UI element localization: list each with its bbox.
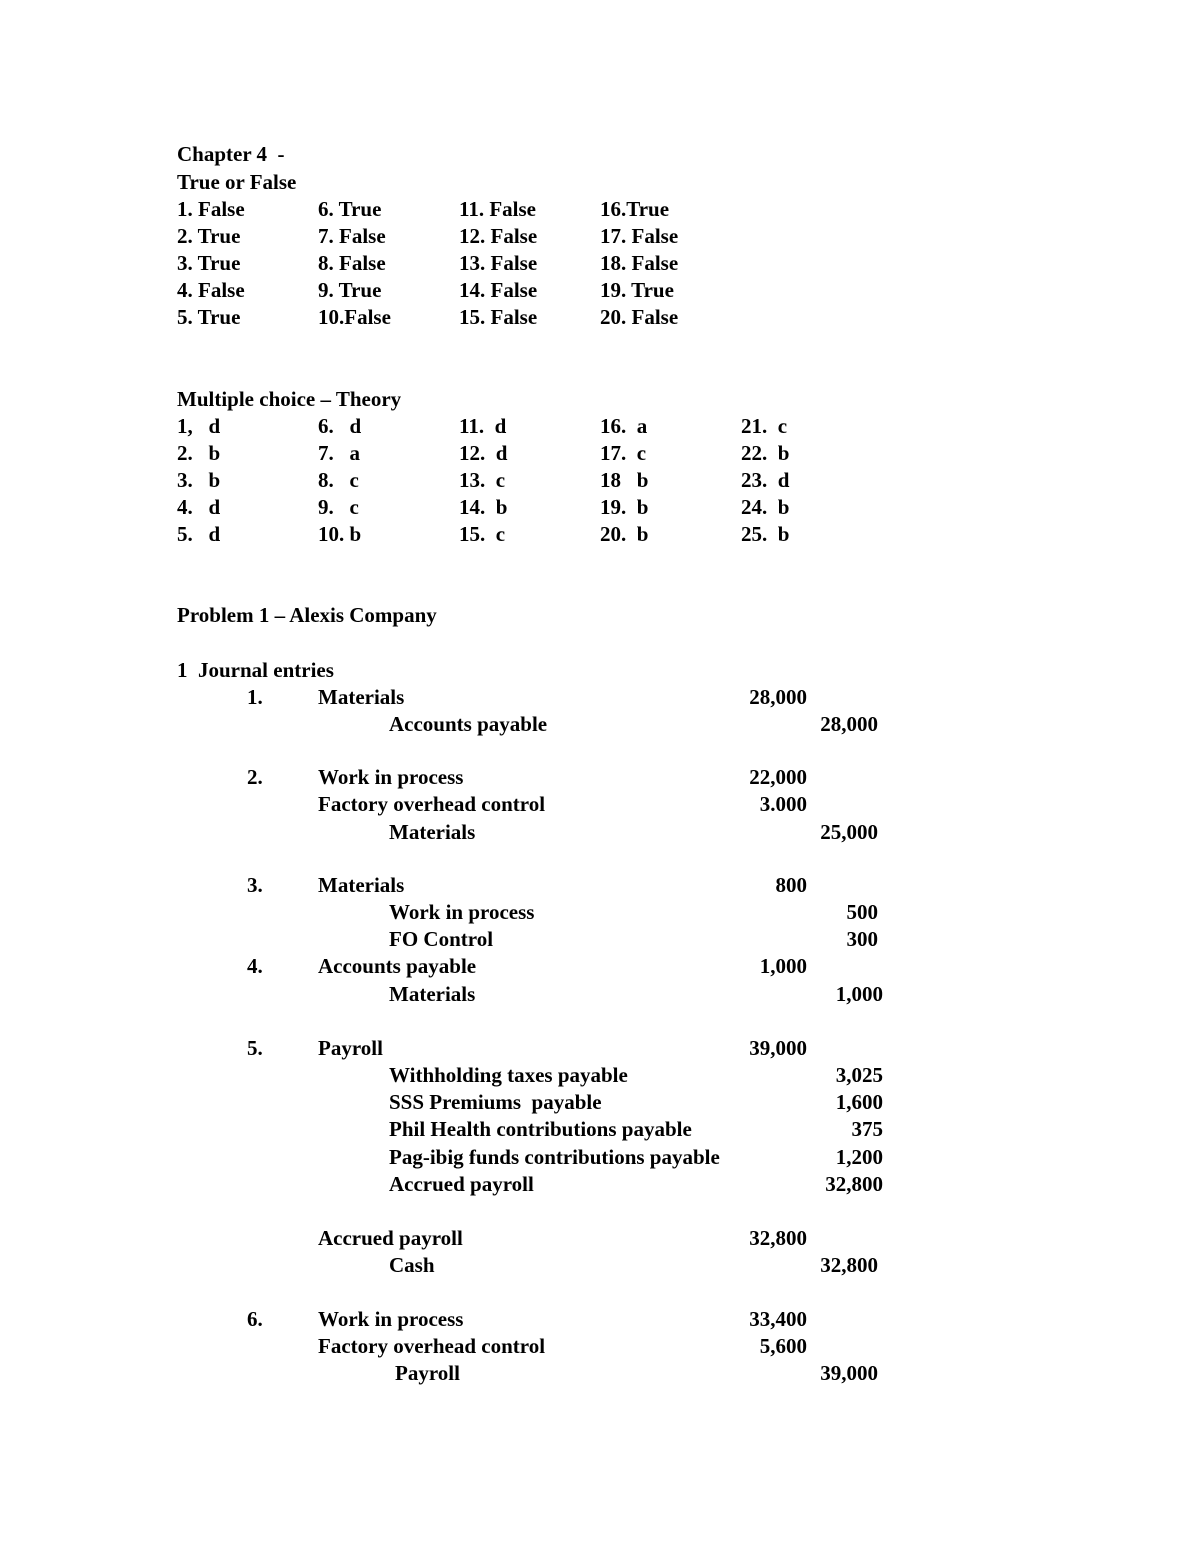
mc-answer: 23. d bbox=[741, 468, 790, 492]
entry-number: 5. bbox=[247, 1036, 263, 1060]
tf-answer: 7. False bbox=[318, 224, 386, 248]
journal-entries-heading: 1 Journal entries bbox=[177, 658, 334, 682]
mc-answer: 25. b bbox=[741, 522, 790, 546]
tf-answer: 3. True bbox=[177, 251, 241, 275]
credit-account: FO Control bbox=[389, 927, 494, 951]
debit-account: Accrued payroll bbox=[318, 1226, 463, 1250]
entry-number: 6. bbox=[247, 1307, 263, 1331]
credit-amount: 1,200 bbox=[835, 1145, 883, 1169]
tf-answer: 11. False bbox=[459, 197, 536, 221]
credit-amount: 300 bbox=[846, 927, 878, 951]
debit-account: Materials bbox=[318, 685, 405, 709]
debit-account: Work in process bbox=[318, 765, 464, 789]
tf-answer: 1. False bbox=[177, 197, 245, 221]
tf-answer: 4. False bbox=[177, 278, 245, 302]
credit-amount: 3,025 bbox=[835, 1063, 883, 1087]
tf-answer: 6. True bbox=[318, 197, 382, 221]
tf-answer: 2. True bbox=[177, 224, 241, 248]
true-false-heading: True or False bbox=[177, 170, 297, 194]
tf-answer: 16.True bbox=[600, 197, 670, 221]
mc-answer: 15. c bbox=[459, 522, 506, 546]
entry-number: 4. bbox=[247, 954, 263, 978]
credit-account: Cash bbox=[389, 1253, 435, 1277]
tf-answer: 15. False bbox=[459, 305, 538, 329]
debit-account: Materials bbox=[318, 873, 405, 897]
mc-answer: 19. b bbox=[600, 495, 649, 519]
credit-account: Phil Health contributions payable bbox=[389, 1117, 692, 1141]
tf-answer: 10.False bbox=[318, 305, 391, 329]
credit-account: Pag-ibig funds contributions payable bbox=[389, 1145, 720, 1169]
tf-answer: 20. False bbox=[600, 305, 679, 329]
credit-account: Materials bbox=[389, 820, 476, 844]
tf-answer: 17. False bbox=[600, 224, 679, 248]
tf-answer: 9. True bbox=[318, 278, 382, 302]
mc-answer: 10. b bbox=[318, 522, 362, 546]
tf-answer: 12. False bbox=[459, 224, 538, 248]
debit-amount: 39,000 bbox=[749, 1036, 807, 1060]
entry-number: 3. bbox=[247, 873, 263, 897]
mc-answer: 20. b bbox=[600, 522, 649, 546]
credit-amount: 1,000 bbox=[835, 982, 883, 1006]
credit-amount: 1,600 bbox=[835, 1090, 883, 1114]
debit-amount: 5,600 bbox=[759, 1334, 807, 1358]
credit-amount: 28,000 bbox=[820, 712, 878, 736]
credit-account: Payroll bbox=[395, 1361, 460, 1385]
mc-answer: 6. d bbox=[318, 414, 362, 438]
tf-answer: 18. False bbox=[600, 251, 679, 275]
mc-answer: 8. c bbox=[318, 468, 359, 492]
tf-answer: 19. True bbox=[600, 278, 674, 302]
mc-answer: 14. b bbox=[459, 495, 508, 519]
tf-answer: 14. False bbox=[459, 278, 538, 302]
mc-answer: 7. a bbox=[318, 441, 360, 465]
debit-amount: 1,000 bbox=[759, 954, 807, 978]
debit-amount: 28,000 bbox=[749, 685, 807, 709]
chapter-title: Chapter 4 - bbox=[177, 142, 285, 166]
mc-answer: 11. d bbox=[459, 414, 507, 438]
mc-answer: 24. b bbox=[741, 495, 790, 519]
problem-heading: Problem 1 – Alexis Company bbox=[177, 603, 437, 627]
entry-number: 2. bbox=[247, 765, 263, 789]
mc-answer: 1, d bbox=[177, 414, 221, 438]
mc-answer: 21. c bbox=[741, 414, 788, 438]
credit-amount: 25,000 bbox=[820, 820, 878, 844]
mc-answer: 16. a bbox=[600, 414, 648, 438]
mc-answer: 9. c bbox=[318, 495, 359, 519]
mc-answer: 13. c bbox=[459, 468, 506, 492]
tf-answer: 8. False bbox=[318, 251, 386, 275]
debit-account: Accounts payable bbox=[318, 954, 477, 978]
multiple-choice-heading: Multiple choice – Theory bbox=[177, 387, 402, 411]
debit-account: Factory overhead control bbox=[318, 792, 546, 816]
credit-account: Accounts payable bbox=[389, 712, 548, 736]
credit-account: SSS Premiums payable bbox=[389, 1090, 602, 1114]
mc-answer: 22. b bbox=[741, 441, 790, 465]
credit-account: Withholding taxes payable bbox=[389, 1063, 628, 1087]
credit-account: Accrued payroll bbox=[389, 1172, 534, 1196]
credit-amount: 32,800 bbox=[820, 1253, 878, 1277]
credit-account: Materials bbox=[389, 982, 476, 1006]
debit-amount: 800 bbox=[775, 873, 807, 897]
mc-answer: 5. d bbox=[177, 522, 221, 546]
tf-answer: 5. True bbox=[177, 305, 241, 329]
credit-amount: 32,800 bbox=[825, 1172, 883, 1196]
debit-amount: 22,000 bbox=[749, 765, 807, 789]
entry-number: 1. bbox=[247, 685, 263, 709]
mc-answer: 3. b bbox=[177, 468, 221, 492]
mc-answer: 18 b bbox=[600, 468, 649, 492]
tf-answer: 13. False bbox=[459, 251, 538, 275]
mc-answer: 17. c bbox=[600, 441, 647, 465]
mc-answer: 12. d bbox=[459, 441, 508, 465]
mc-answer: 2. b bbox=[177, 441, 221, 465]
debit-amount: 32,800 bbox=[749, 1226, 807, 1250]
debit-amount: 33,400 bbox=[749, 1307, 807, 1331]
debit-account: Work in process bbox=[318, 1307, 464, 1331]
credit-amount: 375 bbox=[851, 1117, 883, 1141]
debit-account: Payroll bbox=[318, 1036, 383, 1060]
debit-amount: 3.000 bbox=[759, 792, 807, 816]
debit-account: Factory overhead control bbox=[318, 1334, 546, 1358]
credit-account: Work in process bbox=[389, 900, 535, 924]
credit-amount: 39,000 bbox=[820, 1361, 878, 1385]
mc-answer: 4. d bbox=[177, 495, 221, 519]
credit-amount: 500 bbox=[846, 900, 878, 924]
